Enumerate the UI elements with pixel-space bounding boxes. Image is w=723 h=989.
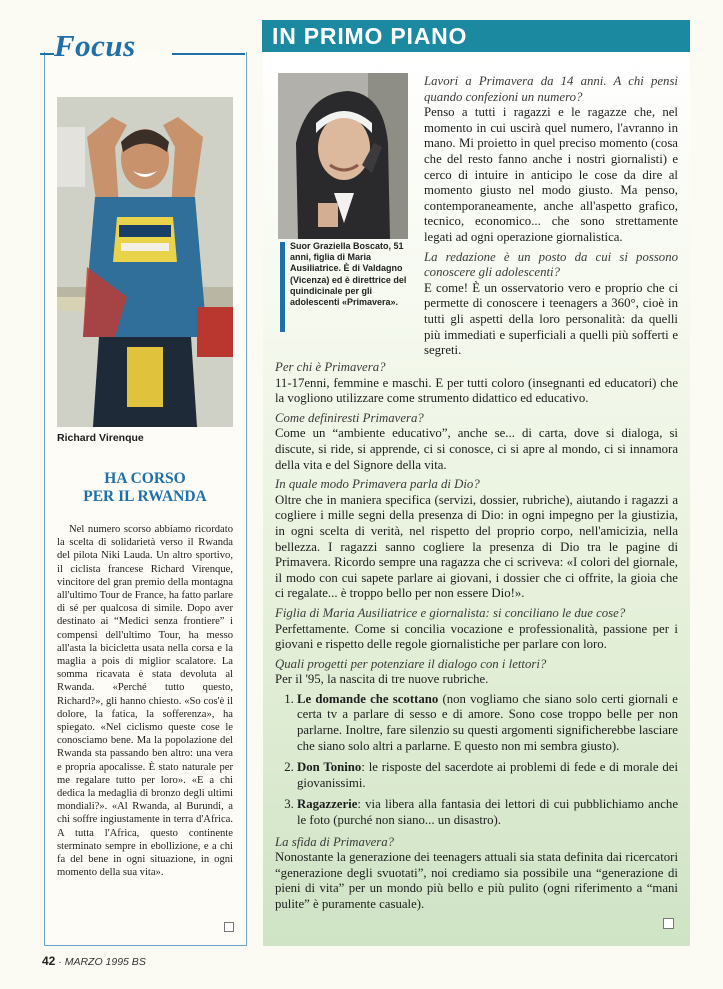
nun-illustration bbox=[278, 73, 408, 239]
rubrica-name: Don Tonino bbox=[297, 760, 362, 775]
section-header bbox=[262, 20, 690, 52]
question-7: Quali progetti per potenziare il dialogo con i lettori? bbox=[275, 656, 547, 671]
caption-accent-bar bbox=[280, 242, 285, 332]
rubrica-text: : le risposte del sacerdote ai problemi di fede e di morale dei giovanissimi. bbox=[297, 760, 678, 790]
end-mark bbox=[224, 922, 234, 932]
focus-title-line1: HA CORSO bbox=[104, 470, 186, 487]
question-2: La redazione è un posto da cui si possono conoscere gli adolescenti? bbox=[424, 249, 678, 280]
rubrica-text: : via libera alla fantasia dei lettori di cui pubblichiamo anche le foto (purché non siano... un disastro). bbox=[297, 797, 678, 828]
list-item bbox=[297, 797, 678, 828]
question-4: Come definiresti Primavera? bbox=[275, 410, 424, 425]
cyclist-photo bbox=[57, 97, 233, 427]
cyclist-illustration bbox=[57, 97, 233, 427]
end-mark bbox=[663, 918, 674, 929]
section-title: IN PRIMO PIANO bbox=[272, 23, 468, 49]
answer-5: Oltre che in maniera specifica (servizi, dossier, rubriche), aiutando i ragazzi a cogliere i mille segni della presenza di Dio: in ogni impegno per la giustizia, in ogni scelta di verità, nel rispetto del proprio corpo, nell'amicizia, nella bellezza. I ragazzi sanno cogliere la presenza di Dio tra le pagine di Primavera. Ricordo sempre una ragazza che ci scriveva: «I colori del giornale, il modo con cui sapete parlare ai giovani, i dossier che ci offrite, la gioia che ci regalate... è troppo bello per non essere Dio!». bbox=[275, 492, 678, 601]
rubriche-list bbox=[275, 692, 678, 829]
focus-article-title bbox=[57, 470, 233, 506]
answer-2: E come! È un osservatorio vero e proprio che ci permette di conoscere i teenagers a 360°, cioè in tutti gli aspetti della loro personalità: da quelli più immediati e superficiali a quelli più sofferti e segreti. bbox=[424, 280, 678, 358]
answer-4: Come un “ambiente educativo”, anche se... di carta, dove si dialoga, si discute, si ride, si apprende, ci si conosce, ci si apre al mondo, ci si innamora della vita e del Signore della vita. bbox=[275, 426, 678, 472]
interview-column-full bbox=[275, 360, 678, 913]
question-6: Figlia di Maria Ausiliatrice e giornalista: si conciliano le due cose? bbox=[275, 605, 626, 620]
interview-column-top bbox=[424, 74, 678, 359]
list-item bbox=[297, 692, 678, 754]
question-8: La sfida di Primavera? bbox=[275, 834, 395, 849]
photo-caption: Richard Virenque bbox=[57, 432, 144, 444]
focus-heading bbox=[40, 20, 245, 70]
focus-heading-text: Focus bbox=[54, 28, 136, 63]
focus-article-body: Nel numero scorso abbiamo ricordato la scelta di solidarietà verso il Rwanda del pilota Niki Lauda. Un altro sportivo, il ciclista francese Richard Virenque, vincitore del gran premio della montagna all'ultimo Tour de France, ha fatto parlare di sé per qualcosa di simile. Dopo aver destinato ai “Medici senza frontiere” i compensi dell'ultimo Tour, ha messo all'asta la bicicletta usata nella corsa e la maglia a pois di miglior scalatore. La somma ricavata è stata devoluta al Rwanda. «Perché tutto questo, Richard?», gli hanno chiesto. «So cos'è il dolore, la fatica, la sofferenza», ha spiegato. «Nel ciclismo queste cose le conosciamo bene. Ma la popolazione del Rwanda sta passando ben altro: una vera e propria apocalisse. È stato naturale per me regalare tutto per loro». «E a chi dedica la medaglia di bronzo degli ultimi mondiali?». «Al Rwanda, al Burundi, a chi soffre ingiustamente in terra d'Africa. A tutta l'Africa, questo continente sterminato sempre in ebollizione, e a chi fa del bene in ogni situazione, in ogni momento della sua vita». bbox=[57, 524, 233, 879]
issue-label: MARZO 1995 BS bbox=[64, 956, 146, 968]
rubrica-text: (non vogliamo che siano solo certi giornali e certa tv a parlare di sesso e di amore. Sono cose troppo belle per non parlarne. Inoltre, fare silenzio su questi argomenti significherebbe lasciare che siano solo altri a parlarne. E questo non mi sembra giusto). bbox=[297, 691, 678, 753]
answer-7: Per il '95, la nascita di tre nuove rubriche. bbox=[275, 672, 489, 687]
rubrica-name: Ragazzerie bbox=[297, 797, 358, 812]
heading-rule-left bbox=[40, 53, 54, 55]
question-5: In quale modo Primavera parla di Dio? bbox=[275, 477, 480, 492]
nun-photo bbox=[278, 73, 408, 239]
focus-title-line2: PER IL RWANDA bbox=[83, 488, 207, 505]
heading-rule-right bbox=[172, 53, 245, 55]
answer-6: Perfettamente. Come si concilia vocazione e professionalità, passione per i giovani e rispetto delle regole giornalistiche per parlare con loro. bbox=[275, 621, 678, 652]
question-1: Lavori a Primavera da 14 anni. A chi pensi quando confezioni un numero? bbox=[424, 74, 678, 104]
answer-3: 11-17enni, femmine e maschi. E per tutti coloro (insegnanti ed educatori) che la vogliono utilizzare come strumento didattico ed educativo. bbox=[275, 375, 678, 406]
rubrica-name: Le domande che scottano bbox=[297, 691, 439, 706]
list-item bbox=[297, 760, 678, 791]
page-folio: 42 · MARZO 1995 BS bbox=[42, 954, 146, 968]
answer-1: Penso a tutti i ragazzi e le ragazze che, nel momento in cui uscirà quel numero, l'avranno in mano. Mi proietto in quel preciso momento (cosa che del resto fanno anche i nostri giornalisti) e cerco di intuire in anticipo le cose da dire al momento giusto nel modo giusto. Ma penso, contemporaneamente, anche all'aspetto grafico, tecnico, economico... che sono strettamente legati ad ogni operazione giornalistica. bbox=[424, 105, 678, 244]
answer-8: Nonostante la generazione dei teenagers attuali sia stata definita dai ricercatori “generazione degli svuotati”, noi crediamo sia possibile una “generazione di pieni di vita” per un mondo più bello e più pulito (ogni riferimento a “mani pulite” è puramente casuale). bbox=[275, 850, 678, 911]
nun-photo-caption: Suor Graziella Boscato, 51 anni, figlia di Maria Ausiliatrice. È di Valdagno (Vicenza) ed è direttrice del quindicinale per gli adolescenti «Primavera». bbox=[290, 241, 407, 308]
page-number: 42 bbox=[42, 954, 56, 968]
question-3: Per chi è Primavera? bbox=[275, 360, 386, 374]
